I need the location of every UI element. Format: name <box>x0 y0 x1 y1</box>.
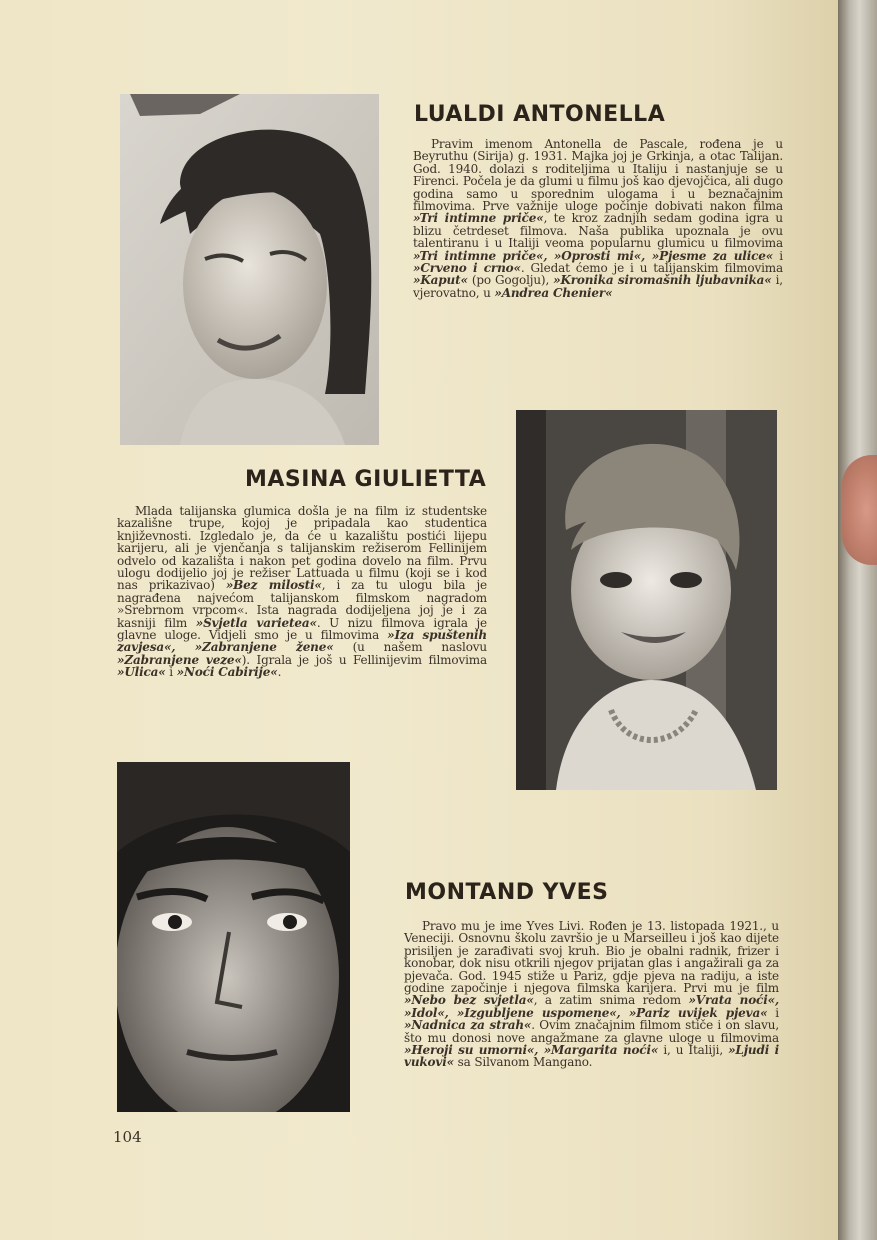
text-run: ). Igrala je još u Fellinijevim filmovima <box>241 652 487 667</box>
film-title: »Ulica« <box>117 665 166 680</box>
entry-biography <box>413 138 783 299</box>
holding-thumb <box>842 455 877 565</box>
book-spine-edge <box>838 0 877 1240</box>
entry-heading: MASINA GIULIETTA <box>245 467 487 492</box>
film-title: »Bez milosti« <box>225 578 322 593</box>
text-run: i, vjerovatno, u <box>413 273 783 300</box>
film-title: »Iza spuštenih zavjesa«, »Zabranjene žene« <box>117 628 488 655</box>
film-title: »Noći Cabirije« <box>176 665 278 680</box>
text-run: , te kroz zadnjih sedam godina igra u blizu četrdeset filmova. Naša publika upoznala je ovu talentiranu i u Italiji veoma popularnu glumicu u filmovima <box>413 211 783 251</box>
text-run: Pravo mu je ime Yves Livi. Rođen je 13. listopada 1921., u Veneciji. Osnovnu školu završio je u Marseilleu i još kao dijete prisiljen je zarađivati svoj kruh. Bio je obalni radnik, frizer i konobar, dok nisu otkrili njegov prijatan glas i angažirali ga za pjevača. God. 1945 stiže u Pariz, gdje pjeva na radiju, a iste godine započinje i njegova filmska karijera. Prvi mu je film <box>404 919 779 996</box>
text-run: (u našem naslovu <box>333 640 487 655</box>
film-title: »Nebo bez svjetla« <box>404 993 534 1008</box>
page-number: 104 <box>113 1128 142 1146</box>
text-run: i, u Italiji, <box>658 1043 729 1058</box>
text-run: . U nizu filmova igrala je glavne uloge. Vidjeli smo je u filmovima <box>117 615 487 643</box>
film-title: »Ljudi i vukovi« <box>404 1043 779 1070</box>
film-title: »Kaput« <box>413 273 468 288</box>
text-run: i <box>165 665 177 680</box>
text-run: . Gledat ćemo je i u talijanskim filmovima <box>520 261 783 276</box>
entry-biography <box>404 920 779 1069</box>
film-title: »Heroji su umorni«, »Margarita noći« <box>404 1043 659 1058</box>
text-run: , i za tu ulogu bila je nagrađena najvećom talijanskom filmskom nagradom »Srebrnom vrpcom«. Ista nagrada dodijeljena joj je i za kasniji film <box>117 578 488 630</box>
entry-biography <box>117 505 487 679</box>
text-run: (po Gogolju), <box>467 273 554 288</box>
text-run: Mlada talijanska glumica došla je na film iz studentske kazališne trupe, kojoj je pripadala kao studentica književnosti. Izgledalo je, da će u kazalištu postići lijepu karijeru, ali je vjenčanja s talijanskim režiserom Fellinijem odvelo od kazališta i nakon pet godina dovelo na film. Prvu ulogu dodijelio joj je režiser Lattuada u filmu (koji se i kod nas prikazivao) <box>117 504 487 593</box>
photo-lualdi-antonella <box>120 94 379 445</box>
entry-heading: MONTAND YVES <box>405 880 609 905</box>
film-title: »Vrata noći«, »Idol«, »Izgubljene uspomene«, »Pariz uvijek pjeva« <box>404 993 779 1020</box>
film-title: »Tri intimne priče«, »Oprosti mi«, »Pjesme za ulice« <box>413 248 774 263</box>
film-title: »Svjetla varietea« <box>195 615 317 630</box>
photo-montand-yves <box>117 762 350 1112</box>
text-run: . Ovim značajnim filmom stiče i on slavu, što mu donosi nove angažmane za glavne uloge u filmovima <box>404 1018 780 1045</box>
entry-heading: LUALDI ANTONELLA <box>414 102 666 127</box>
photo-masina-giulietta <box>516 410 777 790</box>
film-title: »Kronika siromašnih ljubavnika« <box>553 273 772 288</box>
text-run: sa Silvanom Mangano. <box>454 1055 593 1070</box>
film-title: »Zabranjene veze« <box>117 652 242 667</box>
film-title: »Crveno i crno« <box>413 261 521 276</box>
film-title: »Tri intimne priče« <box>413 211 544 226</box>
film-title: »Andrea Chenier« <box>494 285 613 300</box>
text-run: i <box>773 248 783 263</box>
text-run: Pravim imenom Antonella de Pascale, rođena je u Beyruthu (Sirija) g. 1931. Majka joj je Grkinja, a otac Talijan. God. 1940. dolazi s roditeljima u Italiju i nastanjuje se u Firenci. Počela je da glumi u filmu još kao djevojčica, ali dugo godina samo u sporednim ulogama i u beznačajnim filmovima. Prve važnije uloge počinje dobivati nakon filma <box>413 137 783 214</box>
film-title: »Nadnica za strah« <box>404 1018 532 1033</box>
text-run: i <box>767 1005 779 1020</box>
text-run: . <box>277 665 282 680</box>
text-run: , a zatim snima redom <box>533 993 689 1008</box>
